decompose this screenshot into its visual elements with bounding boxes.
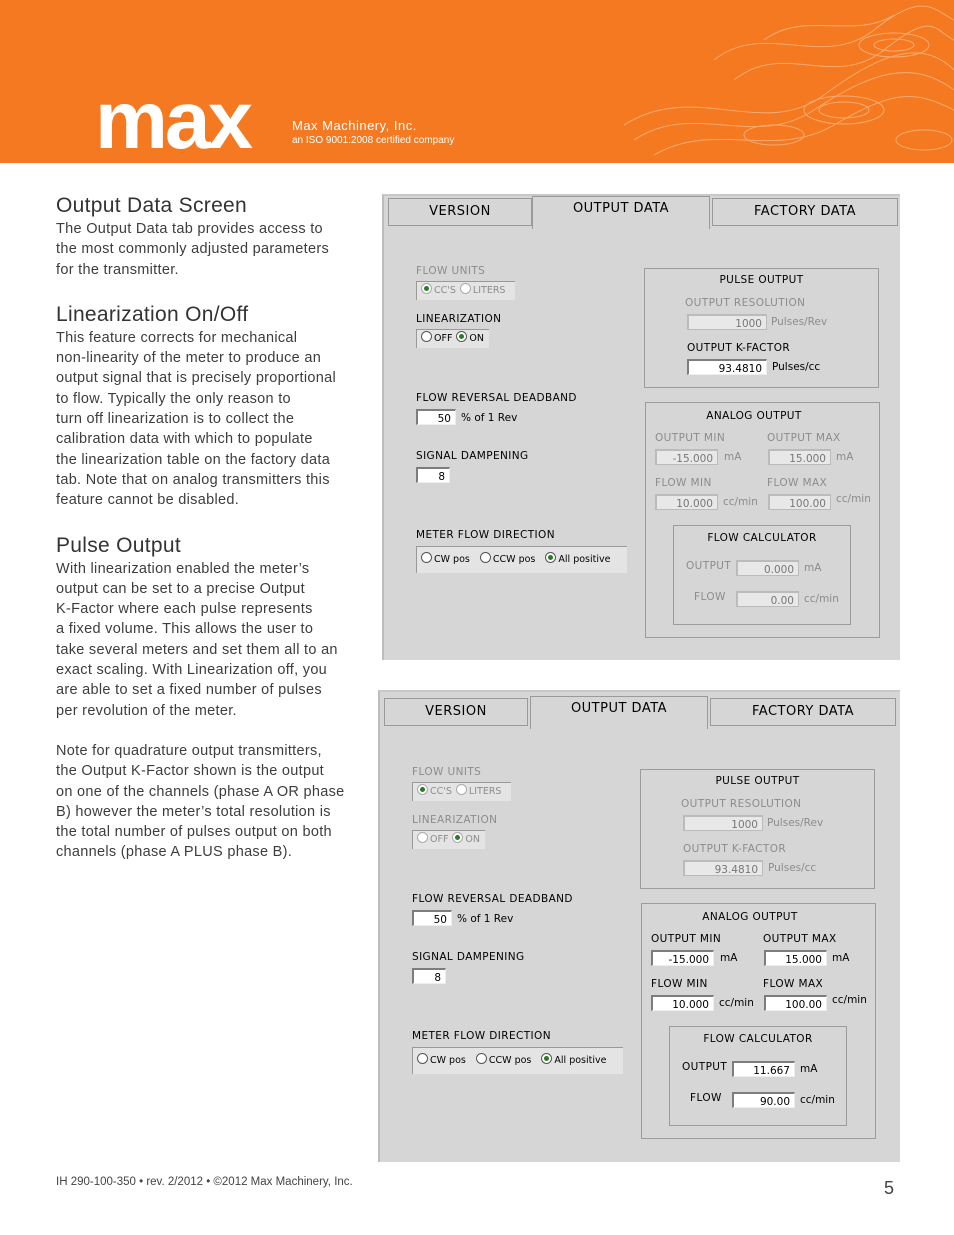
analog-output-title: ANALOG OUTPUT (702, 911, 798, 923)
flow-max-label: FLOW MAX (763, 978, 824, 990)
calc-output-field[interactable]: 11.667 (732, 1061, 795, 1077)
page-number: 5 (884, 1178, 895, 1198)
tab-factory-data[interactable]: FACTORY DATA (710, 698, 896, 726)
flow-max-unit: cc/min (832, 994, 867, 1006)
radio-cw-pos[interactable] (417, 1053, 428, 1064)
flow-min-label: FLOW MIN (655, 477, 712, 489)
damping-field[interactable]: 8 (412, 968, 446, 984)
linearization-label: LINEARIZATION (412, 814, 498, 826)
flow-units-label: FLOW UNITS (412, 766, 482, 778)
deadband-unit: % of 1 Rev (457, 913, 514, 925)
calc-output-label: OUTPUT (686, 560, 732, 572)
resolution-label: OUTPUT RESOLUTION (681, 798, 802, 810)
flow-max-unit: cc/min (836, 493, 871, 505)
radio-ccs[interactable] (421, 283, 432, 294)
radio-liters[interactable] (456, 784, 467, 795)
company-name: Max Machinery, Inc. (292, 118, 417, 133)
output-min-label: OUTPUT MIN (651, 933, 722, 945)
kfactor-unit: Pulses/cc (768, 862, 817, 874)
flow-max-label: FLOW MAX (767, 477, 828, 489)
flow-units-radio-group[interactable]: CC'S LITERS (412, 782, 511, 801)
company-block (292, 118, 454, 146)
output-max-unit: mA (836, 451, 854, 463)
output-max-field[interactable]: 15.000 (764, 950, 827, 966)
resolution-unit: Pulses/Rev (771, 316, 828, 328)
direction-radio-group[interactable]: CW pos CCW pos All positive (412, 1047, 623, 1074)
output-min-field[interactable]: -15.000 (655, 449, 718, 465)
radio-cw-pos[interactable] (421, 552, 432, 563)
calc-flow-unit: cc/min (804, 593, 839, 605)
calc-output-label: OUTPUT (682, 1061, 728, 1073)
tab-output-data[interactable]: OUTPUT DATA (530, 696, 708, 729)
calc-flow-label: FLOW (694, 591, 726, 603)
output-min-unit: mA (720, 952, 738, 964)
direction-label: METER FLOW DIRECTION (416, 529, 555, 541)
damping-label: SIGNAL DAMPENING (412, 951, 525, 963)
radio-all-positive[interactable] (545, 552, 556, 563)
radio-liters[interactable] (460, 283, 471, 294)
direction-label: METER FLOW DIRECTION (412, 1030, 551, 1042)
flow-max-field[interactable]: 100.00 (768, 494, 831, 510)
direction-radio-group[interactable]: CW pos CCW pos All positive (416, 546, 627, 573)
radio-ccw-pos[interactable] (476, 1053, 487, 1064)
radio-off[interactable] (417, 832, 428, 843)
output-max-unit: mA (832, 952, 850, 964)
section-body-quadrature-note: Note for quadrature output transmitters, the Output K-Factor shown is the output on one of the channels (phase A OR phase B) however the meter’s total resolution is the total number of pulses output on both channels (phase A PLUS phase B). (56, 742, 345, 861)
radio-all-positive[interactable] (541, 1053, 552, 1064)
flow-min-field[interactable]: 10.000 (655, 494, 718, 510)
tab-version[interactable]: VERSION (388, 198, 532, 226)
section-title-pulse-output: Pulse Output (56, 533, 182, 557)
calc-output-field[interactable]: 0.000 (736, 560, 799, 576)
flow-min-label: FLOW MIN (651, 978, 708, 990)
kfactor-label: OUTPUT K-FACTOR (687, 342, 791, 354)
calc-flow-label: FLOW (690, 1092, 722, 1104)
flow-min-unit: cc/min (723, 496, 758, 508)
radio-ccw-pos[interactable] (480, 552, 491, 563)
pulse-output-box (640, 769, 875, 889)
radio-on[interactable] (452, 832, 463, 843)
calc-flow-unit: cc/min (800, 1094, 835, 1106)
output-data-screen-1 (382, 194, 900, 660)
kfactor-field[interactable]: 93.4810 (687, 359, 767, 375)
max-logo: max (95, 75, 251, 163)
flow-min-field[interactable]: 10.000 (651, 995, 714, 1011)
output-max-field[interactable]: 15.000 (768, 449, 831, 465)
section-body-output-data: The Output Data tab provides access to the most commonly adjusted parameters for the transmitter. (56, 221, 330, 278)
resolution-field[interactable]: 1000 (687, 314, 767, 330)
flow-calculator-box (669, 1026, 847, 1126)
footer-text: IH 290-100-350 • rev. 2/2012 • ©2012 Max Machinery, Inc. (56, 1176, 353, 1188)
resolution-field[interactable]: 1000 (683, 815, 763, 831)
deadband-label: FLOW REVERSAL DEADBAND (416, 392, 577, 404)
flow-calculator-title: FLOW CALCULATOR (703, 1033, 813, 1045)
resolution-unit: Pulses/Rev (767, 817, 824, 829)
pulse-output-title: PULSE OUTPUT (719, 274, 804, 286)
flow-calculator-title: FLOW CALCULATOR (707, 532, 817, 544)
linearization-radio-group[interactable]: OFF ON (412, 830, 485, 849)
tab-output-data[interactable]: OUTPUT DATA (532, 196, 710, 229)
analog-output-box (645, 402, 880, 638)
tab-version[interactable]: VERSION (384, 698, 528, 726)
tab-factory-data[interactable]: FACTORY DATA (712, 198, 898, 226)
flow-min-unit: cc/min (719, 997, 754, 1009)
text-column (56, 193, 361, 863)
section-title-linearization: Linearization On/Off (56, 302, 249, 326)
section-title-output-data: Output Data Screen (56, 194, 248, 217)
damping-label: SIGNAL DAMPENING (416, 450, 529, 462)
output-data-screen-2 (378, 690, 900, 1162)
page-header (0, 0, 954, 163)
calc-output-unit: mA (800, 1063, 818, 1075)
calc-flow-field[interactable]: 0.00 (736, 591, 799, 607)
kfactor-label: OUTPUT K-FACTOR (683, 843, 787, 855)
calc-output-unit: mA (804, 562, 822, 574)
flow-max-field[interactable]: 100.00 (764, 995, 827, 1011)
section-body-pulse-output: With linearization enabled the meter’s output can be set to a precise Output K-Factor where each pulse represents a fixed volume. This allows the user to take several meters and set them all to an exact scaling. With Linearization off, you are able to set a fixed number of pulses per revolution of the meter. (56, 560, 338, 719)
calc-flow-field[interactable]: 90.00 (732, 1092, 795, 1108)
output-min-field[interactable]: -15.000 (651, 950, 714, 966)
company-tagline: an ISO 9001:2008 certified company (292, 135, 455, 146)
flow-units-label: FLOW UNITS (416, 265, 486, 277)
kfactor-unit: Pulses/cc (772, 361, 821, 373)
resolution-label: OUTPUT RESOLUTION (685, 297, 806, 309)
pulse-output-title: PULSE OUTPUT (715, 775, 800, 787)
flow-units-radio-group[interactable]: CC'S LITERS (416, 281, 515, 300)
output-max-label: OUTPUT MAX (767, 432, 841, 444)
deadband-unit: % of 1 Rev (461, 412, 518, 424)
section-body-linearization: This feature corrects for mechanical non-linearity of the meter to produce an output signal that is precisely proportional to flow. Typically the only reason to turn off linearization is to collect the calibration data with which to populate the linearization table on the factory data tab. Note that on analog transmitters this feature cannot be disabled. (56, 329, 336, 509)
analog-output-title: ANALOG OUTPUT (706, 410, 802, 422)
kfactor-field[interactable]: 93.4810 (683, 860, 763, 876)
linearization-label: LINEARIZATION (416, 313, 502, 325)
damping-field[interactable]: 8 (416, 467, 450, 483)
flow-calculator-box (673, 525, 851, 625)
linearization-radio-group[interactable]: OFF ON (416, 329, 489, 348)
deadband-label: FLOW REVERSAL DEADBAND (412, 893, 573, 905)
radio-on[interactable] (456, 331, 467, 342)
deadband-field[interactable]: 50 (416, 409, 456, 425)
output-min-unit: mA (724, 451, 742, 463)
radio-ccs[interactable] (417, 784, 428, 795)
pulse-output-box (644, 268, 879, 388)
deadband-field[interactable]: 50 (412, 910, 452, 926)
radio-off[interactable] (421, 331, 432, 342)
analog-output-box (641, 903, 876, 1139)
decorative-swirl-graphic (594, 0, 954, 163)
output-max-label: OUTPUT MAX (763, 933, 837, 945)
output-min-label: OUTPUT MIN (655, 432, 726, 444)
